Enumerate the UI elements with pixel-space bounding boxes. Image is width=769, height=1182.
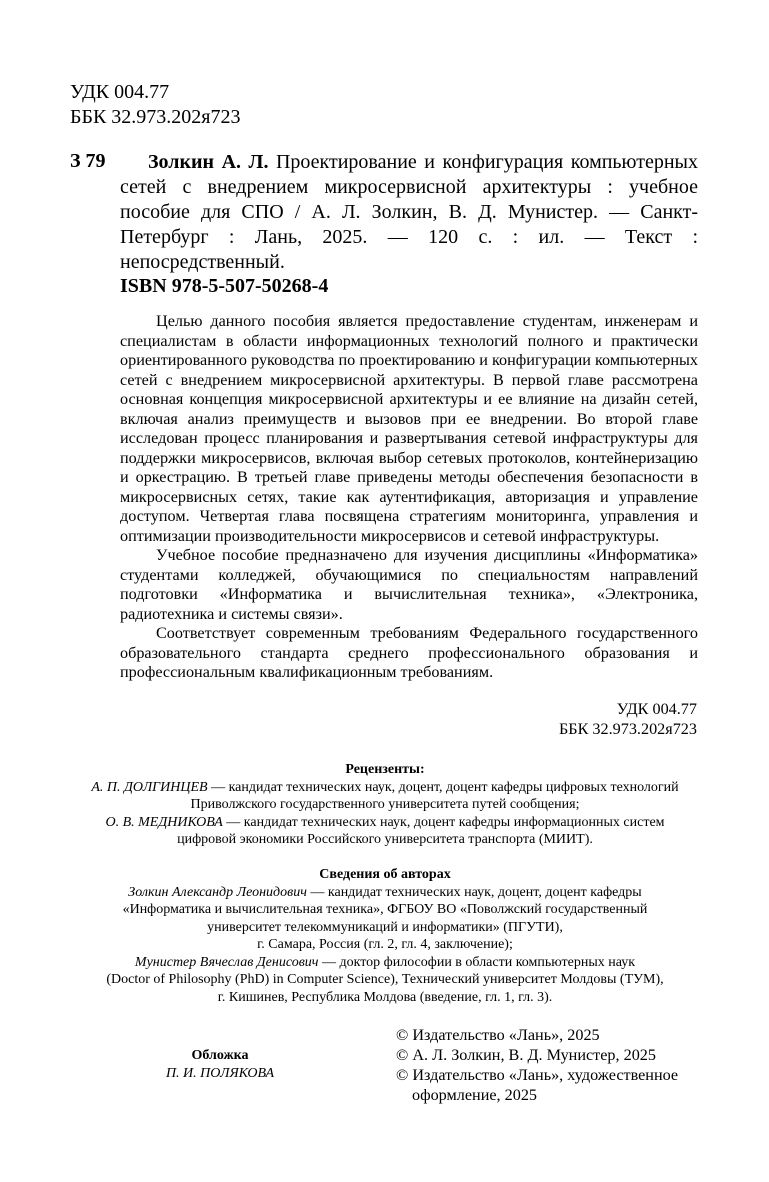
authors-heading: Сведения об авторах	[319, 867, 451, 882]
annotation-paragraph: Целью данного пособия является предоставление студентам, инженерам и специалистам в области информационных технологий полного и практически ориентированного руководства по проектированию и конфигурации компьютерных сетей с внедрением микросервисной архитектуры. В первой главе рассмотрена основная концепция микросервисной архитектуры и ее влияние на дизайн сетей, включая анализ преимуществ и вызовов при ее внедрении. Во второй главе исследован процесс планирования и развертывания сетевой инфраструктуры для поддержки микросервисов, включая выбор сетевых протоколов, контейнеризацию и оркестрацию. В третьей главе приведены методы обеспечения безопасности в микросервисных сетях, такие как аутентификация, авторизация и управление доступом. Четвертая глава посвящена стратегиям мониторинга, управления и оптимизации производительности микросервисов и сетевой инфраструктуры.	[120, 312, 698, 545]
author-entry: Золкин Александр Леонидович — кандидат технических наук, доцент, доцент кафедры	[128, 884, 642, 900]
reviewer-name: О. В. МЕДНИКОВА	[105, 814, 223, 830]
authors-section	[72, 866, 698, 1006]
reviewer-entry: О. В. МЕДНИКОВА — кандидат технических наук, доцент кафедры информационных систем	[105, 814, 665, 830]
bib-author: Золкин А. Л.	[148, 151, 269, 173]
udk-code: УДК 004.77	[70, 81, 170, 103]
author-name: Золкин Александр Леонидович	[128, 884, 307, 900]
author-entry-cont: университет телекоммуникаций и информатики» (ПГУТИ),	[207, 919, 563, 935]
reviewer-name: А. П. ДОЛГИНЦЕВ	[91, 779, 208, 795]
annotation-paragraph: Учебное пособие предназначено для изучения дисциплины «Информатика» студентами колледжей, обучающимися по специальностям направлений подготовки «Информатика и вычислительная техника», «Электроника, радиотехника и системы связи».	[120, 546, 698, 623]
copyright-line: © Издательство «Лань», 2025	[396, 1026, 600, 1044]
cover-artist: П. И. ПОЛЯКОВА	[165, 1065, 275, 1081]
reviewer-entry: А. П. ДОЛГИНЦЕВ — кандидат технических наук, доцент, доцент кафедры цифровых технологий	[91, 779, 679, 795]
classification-codes-right	[559, 700, 697, 739]
copyright-line: © А. Л. Золкин, В. Д. Мунистер, 2025	[396, 1046, 656, 1064]
reviewer-entry-cont: Приволжского государственного университета путей сообщения;	[190, 797, 580, 812]
cover-heading: Обложка	[191, 1048, 249, 1063]
reviewer-entry-cont: цифровой экономики Российского университета транспорта (МИИТ).	[177, 832, 593, 847]
author-mark: З 79	[70, 150, 106, 172]
annotation-paragraph: Соответствует современным требованиям Федерального государственного образовательного стандарта среднего профессионального образования и профессиональным квалификационным требованиям.	[120, 624, 698, 681]
author-entry-cont: (Doctor of Philosophy (PhD) in Computer Science), Технический университет Молдовы (ТУМ),	[106, 972, 664, 987]
bibliographic-record	[120, 150, 698, 275]
cover-credit	[150, 1047, 290, 1082]
bbk-code: ББК 32.973.202я723	[558, 719, 697, 738]
copyright-line: © Издательство «Лань», художественное	[396, 1066, 679, 1084]
copyright-block	[396, 1025, 678, 1105]
reviewers-heading: Рецензенты:	[345, 762, 425, 777]
bbk-code: ББК 32.973.202я723	[70, 106, 241, 128]
classification-codes	[70, 80, 241, 130]
author-name: Мунистер Вячеслав Денисович	[134, 954, 319, 970]
udk-code: УДК 004.77	[616, 700, 697, 718]
author-entry-cont: г. Кишинев, Республика Молдова (введение, гл. 1, гл. 3).	[217, 989, 553, 1005]
copyright-line-cont: оформление, 2025	[412, 1086, 538, 1104]
annotation	[120, 312, 698, 683]
author-entry-cont: г. Самара, Россия (гл. 2, гл. 4, заключение);	[257, 937, 513, 952]
bib-description: Проектирование и конфигурация компьютерных сетей с внедрением микросервисной архитектуры : учебное пособие для СПО / А. Л. Золкин, В. Д. Мунистер. — Санкт-Петербург : Лань, 2025. — 120 с. : ил. — Текст : непосредственный.	[120, 151, 698, 273]
reviewers-section	[72, 761, 698, 849]
author-entry-cont: «Информатика и вычислительная техника», ФГБОУ ВО «Поволжский государственный	[122, 902, 648, 917]
isbn: ISBN 978-5-507-50268-4	[120, 275, 329, 297]
author-entry: Мунистер Вячеслав Денисович — доктор философии в области компьютерных наук	[134, 954, 636, 970]
